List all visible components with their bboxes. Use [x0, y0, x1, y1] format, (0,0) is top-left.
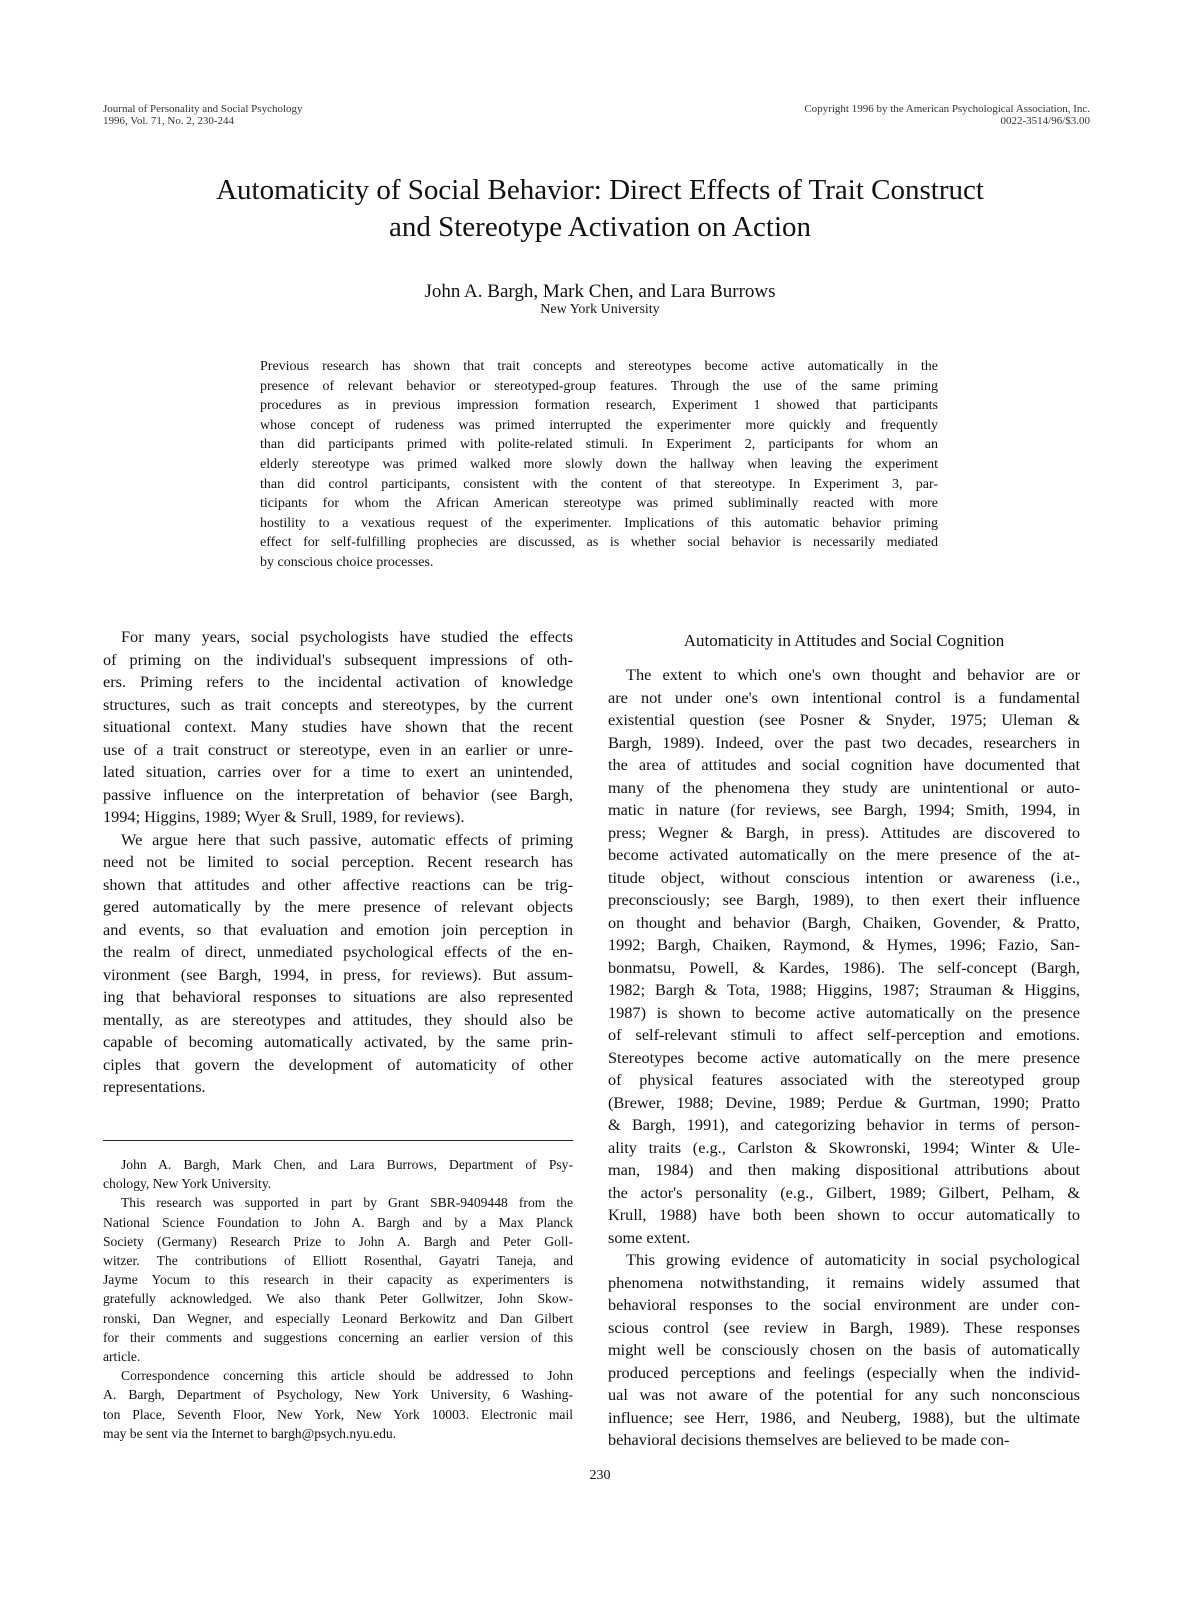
- text-line: National Science Foundation to John A. Bargh and by a Max Planck: [103, 1214, 573, 1230]
- text-line: chology, New York University.: [103, 1176, 272, 1192]
- title-line-1: Automaticity of Social Behavior: Direct Effects of Trait Construct: [216, 174, 984, 206]
- paragraph: [103, 626, 573, 829]
- copyright-text: Copyright 1996 by the American Psychological Association, Inc.: [804, 103, 1090, 115]
- text-line: need not be limited to social perception. Recent research has: [103, 852, 573, 871]
- section-heading: Automaticity in Attitudes and Social Cognition: [683, 631, 1005, 650]
- text-line: We argue here that such passive, automatic effects of priming: [121, 829, 573, 849]
- journal-issue: 1996, Vol. 71, No. 2, 230-244: [103, 115, 234, 127]
- text-line: effect for self-fulfilling prophecies are discussed, as is whether social behavior is necessarily mediated: [260, 535, 938, 551]
- text-line: ing that behavioral responses to situations are also represented: [103, 987, 573, 1006]
- text-line: influence; see Herr, 1986, and Neuberg, 1988), but the ultimate: [608, 1407, 1080, 1427]
- text-line: behavioral decisions themselves are believed to be made con-: [608, 1430, 1010, 1449]
- text-line: the actor's personality (e.g., Gilbert, 1989; Gilbert, Pelham, &: [608, 1182, 1080, 1202]
- text-line: This growing evidence of automaticity in social psychological: [626, 1250, 1080, 1269]
- text-line: produced perceptions and feelings (especially when the individ-: [608, 1362, 1080, 1382]
- paragraph: [103, 1366, 573, 1443]
- text-line: titude object, without conscious intention or awareness (i.e.,: [608, 867, 1080, 887]
- journal-citation: [103, 103, 303, 127]
- text-line: elderly stereotype was primed walked more slowly down the hallway when leaving the experiment: [260, 456, 938, 472]
- text-line: ers. Priming refers to the incidental activation of knowledge: [103, 672, 573, 691]
- text-line: Krull, 1988) have both been shown to occur automatically to: [608, 1205, 1080, 1224]
- text-line: the realm of direct, unmediated psychological effects of the en-: [103, 942, 573, 961]
- text-line: Correspondence concerning this article should be addressed to John: [121, 1368, 573, 1384]
- text-line: 1994; Higgins, 1989; Wyer & Srull, 1989, for reviews).: [103, 807, 465, 826]
- text-line: the area of attitudes and social cognition have documented that: [608, 755, 1080, 774]
- affiliation: New York University: [540, 302, 660, 317]
- title-line-2: and Stereotype Activation on Action: [388, 211, 812, 243]
- text-line: 1982; Bargh & Tota, 1988; Higgins, 1987; Strauman & Higgins,: [608, 980, 1080, 999]
- text-line: (Brewer, 1988; Devine, 1989; Perdue & Gurtman, 1990; Pratto: [608, 1092, 1080, 1112]
- text-line: Jayme Yocum to this research in their capacity as experimenters is: [103, 1272, 573, 1288]
- text-line: The extent to which one's own thought and behavior are or: [626, 665, 1080, 684]
- text-line: ality traits (e.g., Carlston & Skowronski, 1994; Winter & Ule-: [608, 1137, 1080, 1157]
- article-title: [0, 172, 1200, 246]
- text-line: than did participants primed with polite-related stimuli. In Experiment 2, participants for whom an: [260, 437, 938, 453]
- text-line: preconsciously; see Bargh, 1989), to then exert their influence: [608, 890, 1080, 909]
- text-line: Bargh, 1989). Indeed, over the past two decades, researchers in: [608, 732, 1080, 752]
- text-line: hostility to a vexatious request of the experimenter. Implications of this automatic behavior priming: [260, 515, 938, 531]
- text-line: ronski, Dan Wegner, and especially Leonard Berkowitz and Dan Gilbert: [103, 1310, 573, 1326]
- text-line: shown that attitudes and other affective reactions can be trig-: [103, 874, 573, 894]
- text-line: passive influence on the interpretation of behavior (see Bargh,: [103, 784, 573, 804]
- text-line: press; Wegner & Bargh, in press). Attitudes are discovered to: [608, 822, 1080, 842]
- text-line: mentally, as are stereotypes and attitudes, they should also be: [103, 1009, 573, 1029]
- text-line: phenomena notwithstanding, it remains widely assumed that: [608, 1272, 1080, 1292]
- text-line: of priming on the individual's subsequent impressions of oth-: [103, 649, 573, 669]
- text-line: may be sent via the Internet to bargh@psych.nyu.edu.: [103, 1425, 397, 1441]
- copyright-notice: [804, 103, 1090, 127]
- text-line: whose concept of rudeness was primed interrupted the experimenter more quickly and frequently: [260, 417, 938, 433]
- text-line: become activated automatically on the mere presence of the at-: [608, 845, 1080, 864]
- text-line: witzer. The contributions of Elliott Rosenthal, Gayatri Taneja, and: [103, 1253, 573, 1269]
- footnotes: [103, 1155, 573, 1443]
- text-line: & Bargh, 1991), and categorizing behavior in terms of person-: [608, 1115, 1080, 1134]
- text-line: For many years, social psychologists have studied the effects: [121, 627, 573, 646]
- journal-name: Journal of Personality and Social Psychology: [103, 103, 303, 115]
- paragraph: [103, 1155, 573, 1193]
- right-column-body: [608, 664, 1080, 1452]
- text-line: ual was not aware of the potential for any such nonconscious: [608, 1385, 1080, 1404]
- text-line: Stereotypes become active automatically on the mere presence: [608, 1047, 1080, 1067]
- text-line: John A. Bargh, Mark Chen, and Lara Burrows, Department of Psy-: [121, 1157, 573, 1172]
- text-line: some extent.: [608, 1227, 691, 1247]
- text-line: existential question (see Posner & Snyder, 1975; Uleman &: [608, 710, 1080, 729]
- text-line: ton Place, Seventh Floor, New York, New York 10003. Electronic mail: [103, 1406, 573, 1422]
- text-line: article.: [103, 1349, 141, 1365]
- text-line: man, 1984) and then making dispositional attributions about: [608, 1160, 1080, 1179]
- article-code: 0022-3514/96/$3.00: [1000, 115, 1090, 127]
- text-line: ticipants for whom the African American stereotype was primed subliminally reacted with more: [260, 496, 938, 512]
- text-line: Previous research has shown that trait concepts and stereotypes become active automatically in the: [260, 359, 938, 374]
- text-line: This research was supported in part by Grant SBR-9409448 from the: [121, 1195, 573, 1211]
- paragraph: [103, 1193, 573, 1366]
- text-line: on thought and behavior (Bargh, Chaiken, Govender, & Pratto,: [608, 912, 1080, 932]
- text-line: scious control (see review in Bargh, 1989). These responses: [608, 1317, 1080, 1337]
- text-line: capable of becoming automatically activated, by the same prin-: [103, 1032, 573, 1051]
- text-line: vironment (see Bargh, 1994, in press, for reviews). But assum-: [103, 964, 573, 984]
- text-line: gered automatically by the mere presence of relevant objects: [103, 897, 573, 916]
- abstract: [260, 357, 938, 573]
- text-line: many of the phenomena they study are unintentional or auto-: [608, 777, 1080, 797]
- text-line: for their comments and suggestions concerning an earlier version of this: [103, 1329, 573, 1345]
- text-line: might well be consciously chosen on the basis of automatically: [608, 1340, 1080, 1359]
- text-line: and events, so that evaluation and emotion join perception in: [103, 919, 573, 939]
- paragraph: [608, 1249, 1080, 1452]
- text-line: situational context. Many studies have shown that the recent: [103, 717, 573, 736]
- paragraph: [103, 829, 573, 1099]
- text-line: representations.: [103, 1077, 206, 1096]
- text-line: by conscious choice processes.: [260, 554, 434, 570]
- text-line: 1987) is shown to become active automatically on the presence: [608, 1002, 1080, 1022]
- text-line: lated situation, carries over for a time to exert an unintended,: [103, 762, 573, 781]
- left-column-body: [103, 626, 573, 1099]
- text-line: behavioral responses to the social environment are under con-: [608, 1295, 1080, 1314]
- text-line: ciples that govern the development of automaticity of other: [103, 1054, 573, 1074]
- paragraph: [260, 357, 938, 573]
- text-line: use of a trait construct or stereotype, even in an earlier or unre-: [103, 739, 573, 759]
- text-line: gratefully acknowledged. We also thank Peter Gollwitzer, John Skow-: [103, 1291, 573, 1307]
- text-line: structures, such as trait concepts and stereotypes, by the current: [103, 694, 573, 714]
- text-line: 1992; Bargh, Chaiken, Raymond, & Hymes, 1996; Fazio, San-: [608, 935, 1080, 954]
- text-line: than did control participants, consistent with the content of that stereotype. In Experiment 3, par-: [260, 476, 938, 492]
- text-line: bonmatsu, Powell, & Kardes, 1986). The self-concept (Bargh,: [608, 957, 1080, 977]
- text-line: are not under one's own intentional control is a fundamental: [608, 687, 1080, 707]
- text-line: Society (Germany) Research Prize to John A. Bargh and Peter Goll-: [103, 1233, 573, 1249]
- text-line: procedures as in previous impression formation research, Experiment 1 showed that participants: [260, 398, 938, 414]
- footnote-divider: [103, 1140, 573, 1141]
- text-line: A. Bargh, Department of Psychology, New York University, 6 Washing-: [103, 1387, 573, 1403]
- text-line: matic in nature (for reviews, see Bargh, 1994; Smith, 1994, in: [608, 800, 1080, 819]
- paragraph: [608, 664, 1080, 1249]
- text-line: of physical features associated with the stereotyped group: [608, 1070, 1080, 1089]
- text-line: of self-relevant stimuli to affect self-perception and emotions.: [608, 1025, 1080, 1044]
- page-number: 230: [589, 1468, 611, 1483]
- text-line: presence of relevant behavior or stereotyped-group features. Through the use of the same priming: [260, 378, 938, 394]
- authors: John A. Bargh, Mark Chen, and Lara Burrows: [424, 281, 776, 302]
